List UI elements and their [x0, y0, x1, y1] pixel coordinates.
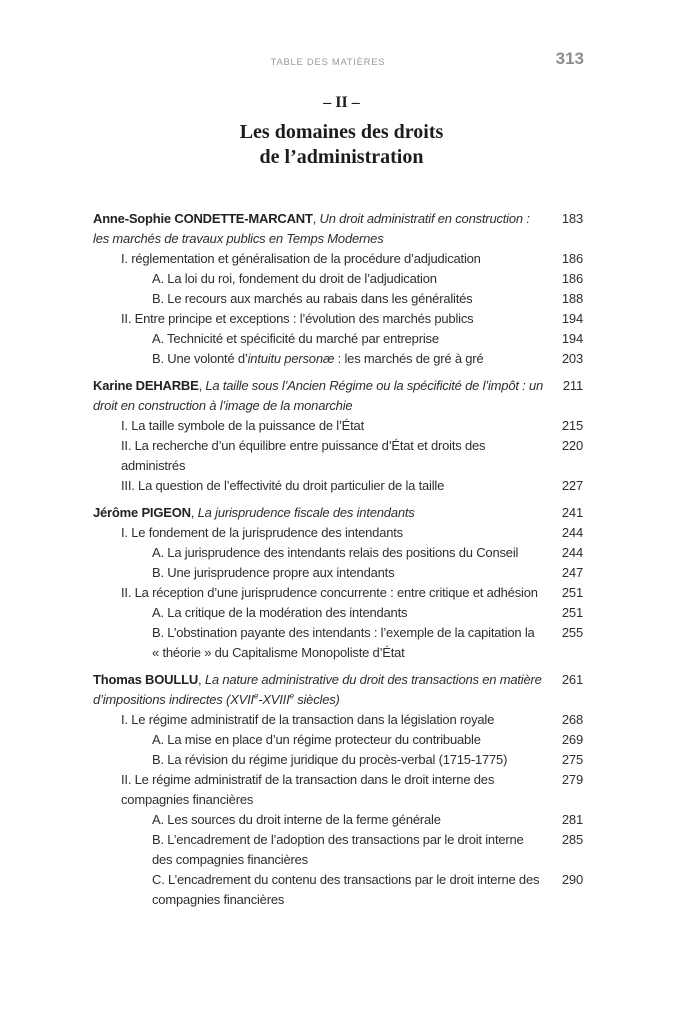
toc-sub-entry: [93, 750, 583, 770]
toc-sub-entry: [93, 523, 583, 543]
entry-text: A. La critique de la modération des intendants: [152, 605, 408, 620]
entry-text: I. Le régime administratif de la transaction dans la législation royale: [121, 712, 495, 727]
page-number: 313: [555, 49, 584, 68]
entry-text: A. La mise en place d’un régime protecteur du contribuable: [152, 732, 481, 747]
entry-page-number: 183: [561, 211, 583, 226]
entry-page-number: 211: [562, 378, 583, 393]
section-title-line-2: de l’administration: [259, 146, 424, 168]
entry-page-number: 194: [561, 331, 583, 346]
entry-page-number: 275: [561, 752, 583, 767]
entry-page-number: 203: [561, 351, 583, 366]
entry-text: Karine DEHARBE, La taille sous l’Ancien Régime ou la spécificité de l’impôt : un droit en construction à l’image de la monarchie: [93, 378, 544, 413]
entry-text: A. Les sources du droit interne de la ferme générale: [152, 812, 441, 827]
entry-page-number: 251: [561, 585, 583, 600]
entry-page-number: 281: [561, 812, 583, 827]
toc-sub-entry: [93, 623, 583, 663]
entry-text: I. La taille symbole de la puissance de l’État: [121, 418, 364, 433]
toc-entry: [93, 670, 583, 710]
entry-page-number: 251: [561, 605, 583, 620]
entry-page-number: 269: [561, 732, 583, 747]
entry-text: B. L’encadrement de l’adoption des transactions par le droit interne des compagnies financières: [152, 832, 524, 867]
toc-sub-entry: [93, 810, 583, 830]
entry-text: I. Le fondement de la jurisprudence des intendants: [121, 525, 403, 540]
entry-text: Jérôme PIGEON, La jurisprudence fiscale des intendants: [93, 505, 415, 520]
toc-sub-entry: [93, 870, 583, 910]
entry-text: II. Entre principe et exceptions : l’évolution des marchés publics: [121, 311, 474, 326]
entry-page-number: 244: [561, 545, 583, 560]
entry-text: I. réglementation et généralisation de la procédure d’adjudication: [121, 251, 481, 266]
entry-page-number: 220: [561, 438, 583, 453]
toc-sub-entry: [93, 476, 583, 496]
toc-sub-entry: [93, 603, 583, 623]
entry-text: A. Technicité et spécificité du marché par entreprise: [152, 331, 439, 346]
entry-text: A. La loi du roi, fondement du droit de l’adjudication: [152, 271, 437, 286]
toc-entry: [93, 376, 583, 416]
entry-text: Thomas BOULLU, La nature administrative du droit des transactions en matière d’impositions indirectes (XVIIe-XVIIIe siècles): [93, 672, 542, 707]
running-title: TABLE DES MATIÈRES: [270, 57, 386, 68]
toc-entry: [93, 503, 583, 523]
entry-text: II. Le régime administratif de la transaction dans le droit interne des compagnies financières: [121, 772, 495, 807]
entry-page-number: 244: [561, 525, 583, 540]
entry-page-number: 227: [561, 478, 583, 493]
toc-sub-entry: [93, 309, 583, 329]
toc-sub-entry: [93, 563, 583, 583]
toc-sub-entry: [93, 329, 583, 349]
toc-sub-entry: [93, 249, 583, 269]
toc-sub-entry: [93, 349, 583, 369]
entry-page-number: 285: [561, 832, 583, 847]
entry-page-number: 268: [561, 712, 583, 727]
entry-page-number: 255: [561, 625, 583, 640]
entry-page-number: 188: [561, 291, 583, 306]
entry-page-number: 247: [561, 565, 583, 580]
entry-text: C. L’encadrement du contenu des transactions par le droit interne des compagnies financières: [152, 872, 540, 907]
entry-page-number: 261: [561, 672, 583, 687]
entry-page-number: 194: [561, 311, 583, 326]
entry-text: III. La question de l’effectivité du droit particulier de la taille: [121, 478, 445, 493]
toc-sub-entry: [93, 416, 583, 436]
entry-page-number: 186: [561, 271, 583, 286]
entry-text: Anne-Sophie CONDETTE-MARCANT, Un droit administratif en construction : les marchés de travaux publics en Temps Modernes: [93, 211, 530, 246]
toc-sub-entry: [93, 583, 583, 603]
toc-sub-entry: [93, 269, 583, 289]
entry-page-number: 241: [561, 505, 583, 520]
toc-sub-entry: [93, 289, 583, 309]
section-heading: [0, 94, 683, 170]
toc-entry: [93, 209, 583, 249]
entry-text: A. La jurisprudence des intendants relais des positions du Conseil: [152, 545, 519, 560]
section-number: – II –: [323, 94, 360, 111]
entry-page-number: 290: [561, 872, 583, 887]
entry-page-number: 215: [561, 418, 583, 433]
entry-text: II. La réception d’une jurisprudence concurrente : entre critique et adhésion: [121, 585, 538, 600]
entry-text: B. L’obstination payante des intendants : l’exemple de la capitation la « théorie » du Capitalisme Monopoliste d’État: [152, 625, 535, 660]
toc-sub-entry: [93, 830, 583, 870]
toc-sub-entry: [93, 770, 583, 810]
toc-sub-entry: [93, 543, 583, 563]
entry-text: B. Une jurisprudence propre aux intendants: [152, 565, 395, 580]
entry-text: B. Le recours aux marchés au rabais dans les généralités: [152, 291, 473, 306]
toc-list: [93, 202, 583, 910]
toc-sub-entry: [93, 436, 583, 476]
entry-text: II. La recherche d’un équilibre entre puissance d’État et droits des administrés: [121, 438, 486, 473]
entry-text: B. Une volonté d’intuitu personæ : les marchés de gré à gré: [152, 351, 484, 366]
toc-sub-entry: [93, 730, 583, 750]
entry-text: B. La révision du régime juridique du procès-verbal (1715-1775): [152, 752, 508, 767]
entry-page-number: 186: [561, 251, 583, 266]
toc-sub-entry: [93, 710, 583, 730]
entry-page-number: 279: [561, 772, 583, 787]
section-title-line-1: Les domaines des droits: [239, 121, 444, 143]
